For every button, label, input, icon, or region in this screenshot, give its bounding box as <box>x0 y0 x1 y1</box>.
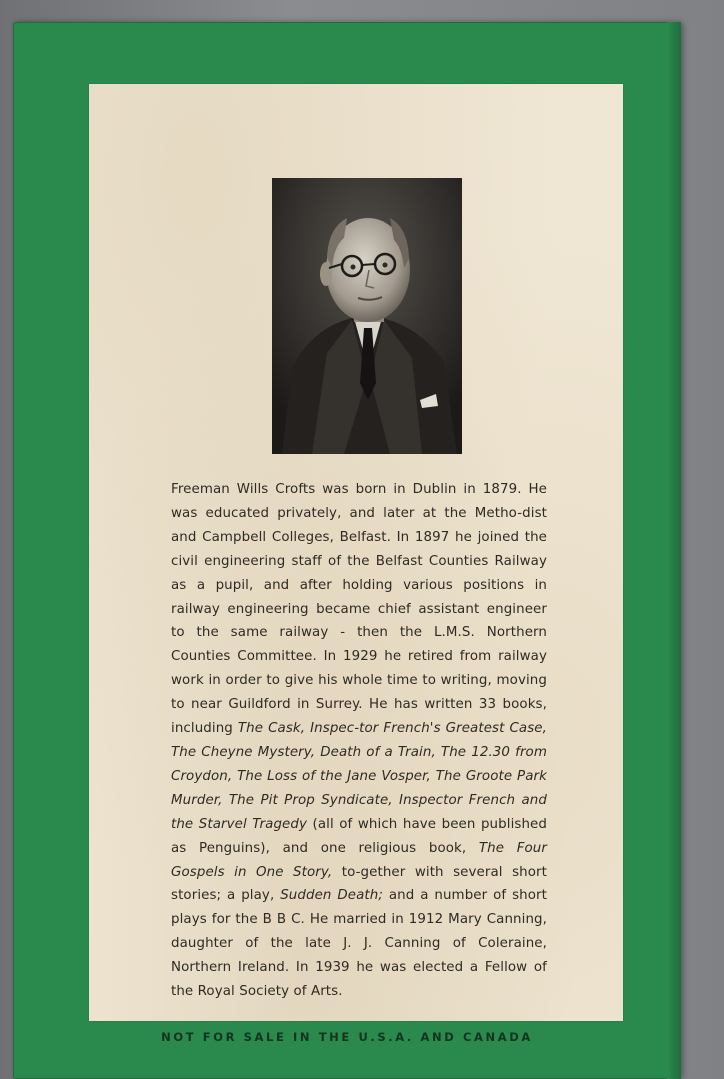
bio-text-4: and a number of short plays for the B B C. He married in 1912 Mary Canning, daughter of the late J. J. Canning of Coleraine, Northern Ireland. In 1939 he was elected a Fellow of the Royal Society of Arts. <box>171 888 547 1000</box>
bio-text-3: to-gether with several short stories; a play, <box>171 864 547 904</box>
text-panel <box>89 84 623 1021</box>
bio-religious-title: The Four Gospels in One Story, <box>171 840 547 880</box>
bio-titles-list: The Cask, Inspec-tor French's Greatest Case, The Cheyne Mystery, Death of a Train, The 12.30 from Croydon, The Loss of the Jane Vosper, The Groote Park Murder, The Pit Prop Syndicate, Inspector French and the Starvel Tragedy <box>171 721 547 832</box>
bio-text-2: (all of which have been published as Penguins), and one religious book, <box>171 816 547 856</box>
sale-restriction-notice: NOT FOR SALE IN THE U.S.A. AND CANADA <box>161 1030 533 1044</box>
book-back-cover <box>13 22 681 1079</box>
bio-play-title: Sudden Death; <box>280 888 383 904</box>
cover-edge <box>667 22 681 1079</box>
portrait-image <box>272 178 462 454</box>
author-biography <box>171 478 547 1004</box>
bio-text-1: Freeman Wills Crofts was born in Dublin in 1879. He was educated privately, and later at the Metho-dist and Campbell Colleges, Belfast. In 1897 he joined the civil engineering staff of the Belfast Counties Railway as a pupil, and after holding various positions in railway engineering became chief assistant engineer to the same railway - then the L.M.S. Northern Counties Committee. In 1929 he retired from railway work in order to give his whole time to writing, moving to near Guildford in Surrey. He has written 33 books, including <box>171 482 547 737</box>
author-portrait-photo <box>272 178 462 454</box>
